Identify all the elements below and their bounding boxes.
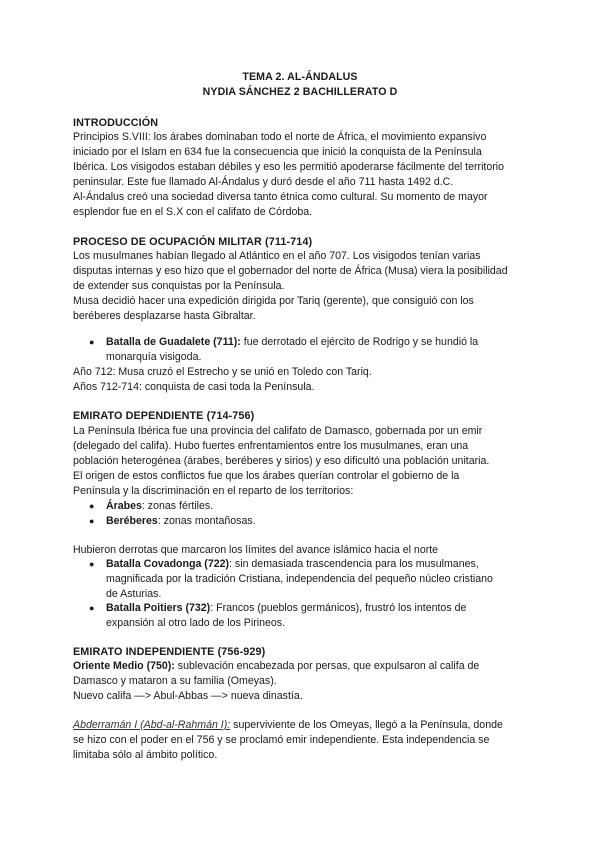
ocupacion-after: Años 712-714: conquista de casi toda la Península.	[73, 381, 315, 393]
bullet-dot: ●	[89, 501, 95, 511]
document-title: TEMA 2. AL-ÁNDALUS	[242, 71, 358, 83]
bullet-arabes	[106, 499, 213, 514]
intro-line: iniciado por el Islam en 634 fue la consecuencia que inició la conquista de la Península	[73, 146, 482, 158]
bullet-bereberes-text: : zonas montañosas.	[157, 515, 256, 527]
bullet-poitiers	[106, 601, 466, 616]
bullet-guadalete	[106, 335, 478, 350]
bullet-dot: ●	[89, 337, 95, 347]
derrotas-line: Hubieron derrotas que marcaron los límites del avance islámico hacia el norte	[73, 544, 439, 556]
ocupacion-after: Año 712: Musa cruzó el Estrecho y se unió en Toledo con Tariq.	[73, 366, 372, 378]
dependiente-line: población heterogénea (árabes, beréberes y sirios) y eso dificultó una población unitaria.	[73, 455, 490, 467]
ocupacion-line: Los musulmanes habían llegado al Atlántico en el año 707. Los visigodos tenían varias	[73, 250, 481, 262]
bullet-poitiers-bold: Batalla Poitiers (732)	[106, 602, 211, 614]
dependiente-line: Península y la discriminación en el reparto de los territorios:	[73, 485, 354, 497]
dependiente-heading: EMIRATO DEPENDIENTE (714-756)	[73, 410, 255, 422]
independiente-heading: EMIRATO INDEPENDIENTE (756-929)	[73, 646, 266, 658]
ocupacion-line: beréberes desplazarse hasta Gibraltar.	[73, 310, 256, 322]
oriente-line	[73, 659, 479, 674]
bullet-covadonga-bold: Batalla Covadonga (722)	[106, 558, 230, 570]
ocupacion-line: disputas internas y eso hizo que el gobernador del norte de África (Musa) viera la posibilidad	[73, 265, 508, 277]
bullet-poitiers-line2: expansión al otro lado de los Pirineos.	[106, 617, 286, 629]
intro-line: Principios S.VIII: los árabes dominaban todo el norte de África, el movimiento expansivo	[73, 131, 487, 143]
bullet-dot: ●	[89, 559, 95, 569]
bullet-covadonga-line2: magnificada por la tradición Cristiana, independencia del pequeño núcleo cristiano	[106, 573, 493, 585]
independiente-line: Damasco y mataron a su familia (Omeyas).	[73, 675, 277, 687]
bullet-arabes-bold: Árabes	[106, 500, 142, 512]
intro-heading: INTRODUCCIÓN	[73, 117, 159, 129]
intro-line: esplendor fue en el S.X con el califato de Córdoba.	[73, 206, 313, 218]
bullet-covadonga-line3: de Asturias.	[106, 588, 162, 600]
bullet-guadalete-bold: Batalla de Guadalete (711):	[106, 336, 241, 348]
bullet-bereberes	[106, 514, 256, 529]
document-subtitle: NYDIA SÁNCHEZ 2 BACHILLERATO D	[202, 86, 398, 98]
bullet-guadalete-text: fue derrotado el ejército de Rodrigo y se hundió la	[240, 336, 479, 348]
bullet-guadalete-line2: monarquía visigoda.	[106, 351, 202, 363]
bullet-bereberes-bold: Beréberes	[106, 515, 158, 527]
ocupacion-line: de extender sus conquistas por la Península.	[73, 280, 285, 292]
ocupacion-heading: PROCESO DE OCUPACIÓN MILITAR (711-714)	[73, 236, 313, 248]
bullet-dot: ●	[89, 603, 95, 613]
intro-line: Ibérica. Los visigodos estaban débiles y eso les permitió apoderarse fácilmente del territorio	[73, 161, 505, 173]
dependiente-line: La Península Ibérica fue una provincia del califato de Damasco, gobernada por un emir	[73, 425, 483, 437]
intro-line: peninsular. Este fue llamado Al-Ándalus y duró desde el año 711 hasta 1492 d.C.	[73, 176, 454, 188]
oriente-text: sublevación encabezada por persas, que expulsaron al califa de	[174, 660, 480, 672]
bullet-covadonga	[106, 557, 479, 572]
abderraman-line	[73, 718, 503, 733]
dependiente-line: El origen de estos conflictos fue que los árabes querían controlar el gobierno de la	[73, 470, 460, 482]
independiente-line: limitaba sólo al ámbito político.	[73, 749, 218, 761]
oriente-bold: Oriente Medio (750):	[73, 660, 175, 672]
bullet-arabes-text: : zonas fértiles.	[141, 500, 214, 512]
abderraman-name: Abderramán I (Abd-al-Rahmán I):	[73, 719, 231, 731]
independiente-line: Nuevo califa —> Abul-Abbas —> nueva dinastía.	[73, 690, 303, 702]
intro-line: Al-Ándalus creó una sociedad diversa tanto étnica como cultural. Su momento de mayor	[73, 191, 488, 203]
ocupacion-line: Musa decidió hacer una expedición dirigida por Tariq (gerente), que consiguió con los	[73, 295, 474, 307]
abderraman-text: superviviente de los Omeyas, llegó a la Península, donde	[230, 719, 503, 731]
bullet-covadonga-text: : sin demasiada trascendencia para los musulmanes,	[229, 558, 479, 570]
bullet-poitiers-text: : Francos (pueblos germánicos), frustró los intentos de	[210, 602, 467, 614]
independiente-line: se hizo con el poder en el 756 y se proclamó emir independiente. Esta independencia se	[73, 734, 490, 746]
dependiente-line: (delegado del califa). Hubo fuertes enfrentamientos entre los musulmanes, eran una	[73, 440, 469, 452]
bullet-dot: ●	[89, 516, 95, 526]
